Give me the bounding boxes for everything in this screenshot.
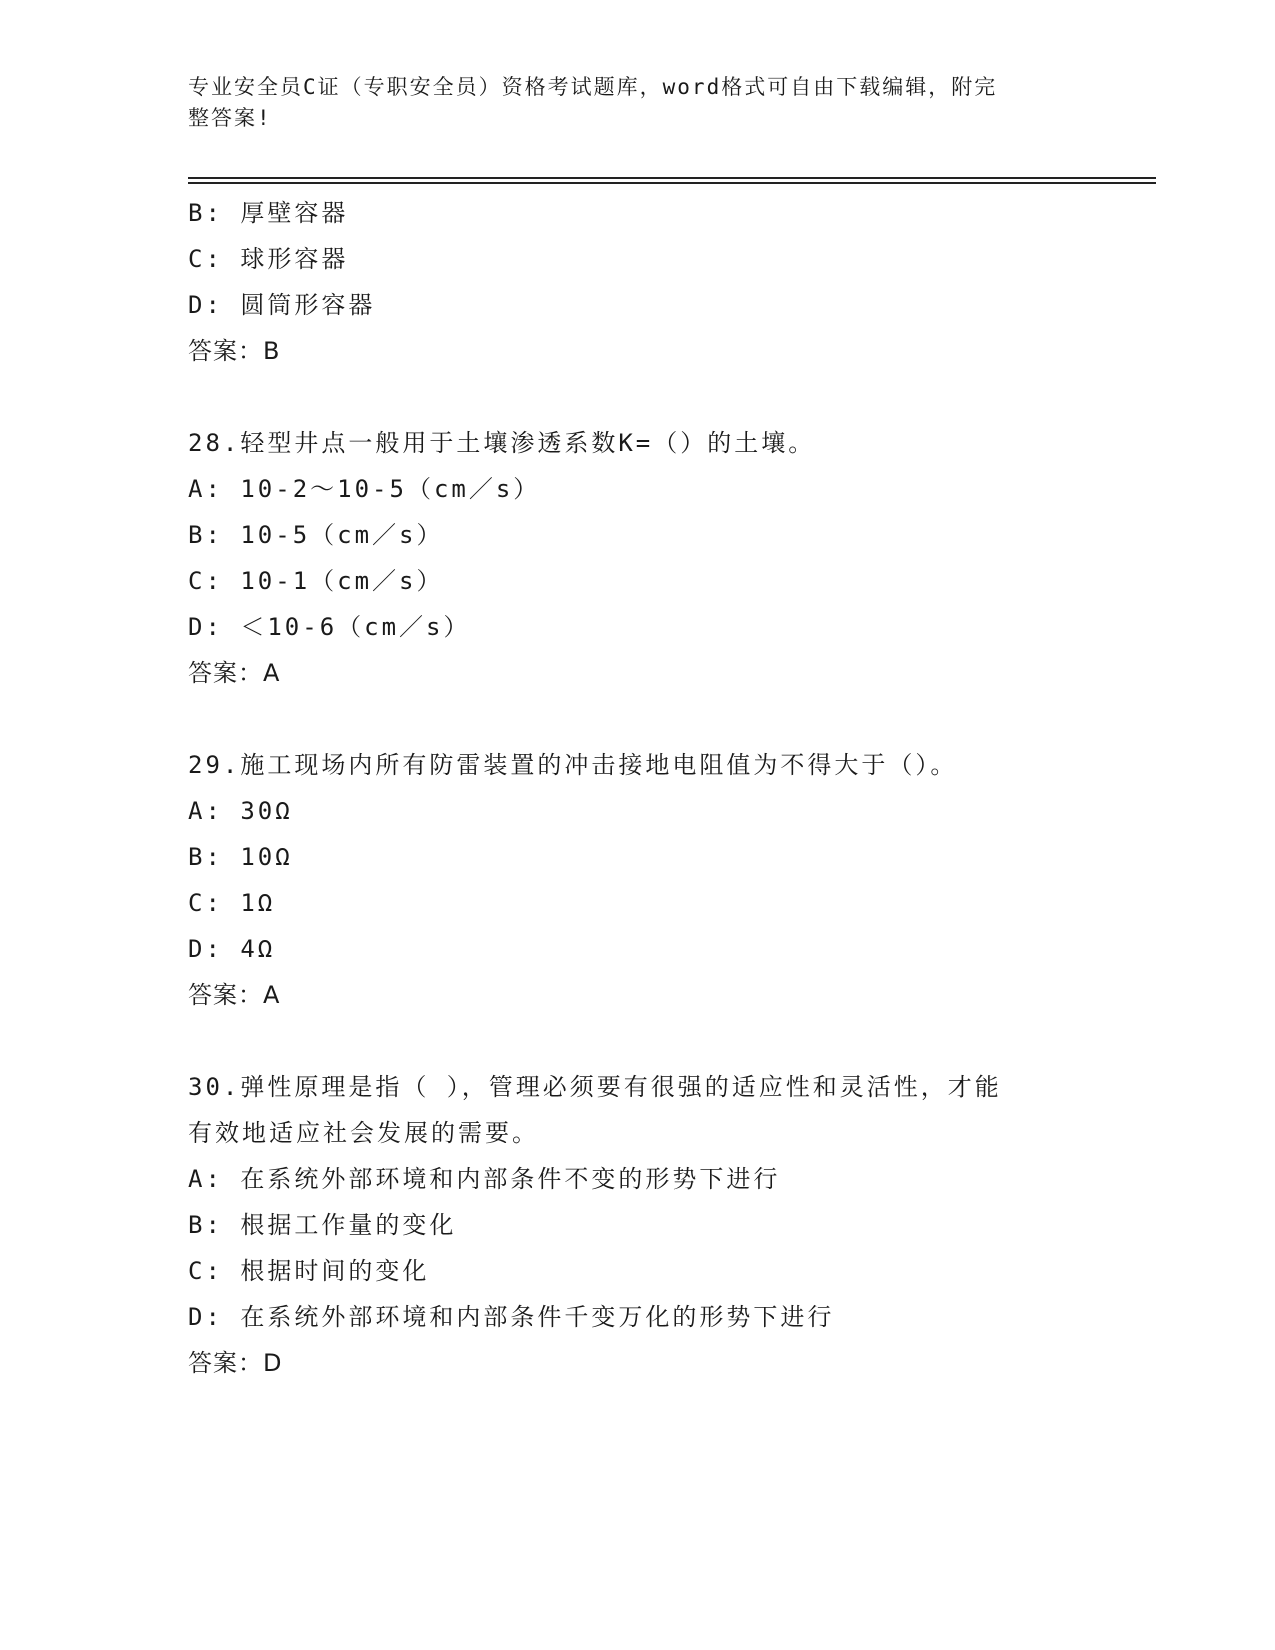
question-stem: 29.施工现场内所有防雷装置的冲击接地电阻值为不得大于（）。 (188, 751, 958, 779)
header-line-1: 专业安全员C证（专职安全员）资格考试题库，word格式可自由下载编辑，附完 (188, 75, 998, 99)
option-d: D: 圆筒形容器 (188, 291, 376, 319)
option-b: B: 厚壁容器 (188, 199, 349, 227)
answer-line: 答案：A (188, 659, 281, 687)
option-c: C: 球形容器 (188, 245, 349, 273)
header-divider-top (188, 177, 1156, 179)
option-a: A: 在系统外部环境和内部条件不变的形势下进行 (188, 1165, 781, 1193)
question-stem-line-2: 有效地适应社会发展的需要。 (188, 1119, 539, 1147)
spacer (188, 696, 1068, 742)
question-30 (188, 1064, 1068, 1386)
question-stem-line-1: 30.弹性原理是指（ ），管理必须要有很强的适应性和灵活性，才能 (188, 1073, 1002, 1101)
header-line-2: 整答案! (188, 106, 272, 130)
question-27-continued (188, 190, 1068, 374)
option-a: A: 30Ω (188, 797, 293, 825)
answer-line: 答案：A (188, 981, 281, 1009)
option-d: D: 在系统外部环境和内部条件千变万化的形势下进行 (188, 1303, 835, 1331)
answer-line: 答案：D (188, 1349, 283, 1377)
option-d: D: ＜10-6（cm／s） (188, 613, 471, 641)
question-28 (188, 420, 1068, 696)
option-c: C: 10-1（cm／s） (188, 567, 444, 595)
option-a: A: 10-2～10-5（cm／s） (188, 475, 541, 503)
option-b: B: 10Ω (188, 843, 293, 871)
option-d: D: 4Ω (188, 935, 276, 963)
spacer (188, 1018, 1068, 1064)
option-c: C: 1Ω (188, 889, 276, 917)
spacer (188, 374, 1068, 420)
question-stem: 28.轻型井点一般用于土壤渗透系数K=（）的土壤。 (188, 429, 816, 457)
question-29 (188, 742, 1068, 1018)
answer-line: 答案：B (188, 337, 281, 365)
option-b: B: 根据工作量的变化 (188, 1211, 457, 1239)
option-b: B: 10-5（cm／s） (188, 521, 444, 549)
question-list (188, 190, 1068, 1386)
document-header (188, 72, 1068, 134)
header-divider-bottom (188, 182, 1156, 184)
option-c: C: 根据时间的变化 (188, 1257, 430, 1285)
